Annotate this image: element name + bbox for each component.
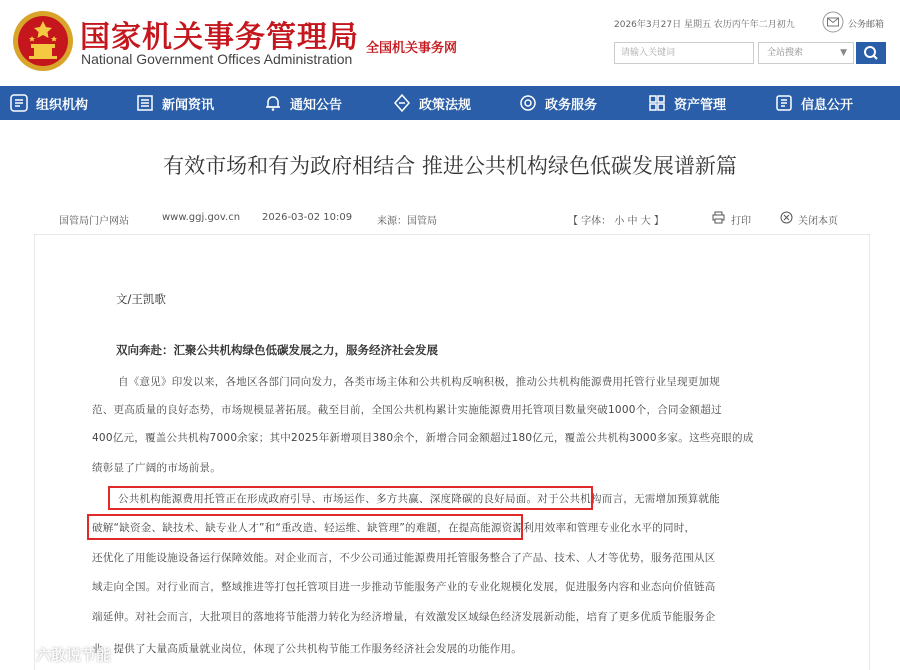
paragraph-line: 业，提供了大量高质量就业岗位，体现了公共机构节能工作服务经济社会发展的功能作用。 xyxy=(92,643,522,655)
bell-icon xyxy=(264,94,282,112)
article-author: 文/王凯歌 xyxy=(116,292,166,306)
nav-item-policy[interactable] xyxy=(393,86,471,120)
date-display: 2026年3月27日 星期五 农历丙午年二月初九 xyxy=(614,20,795,30)
nav-item-notice[interactable] xyxy=(264,86,342,120)
search-button[interactable] xyxy=(856,42,886,64)
nav-label: 资产管理 xyxy=(674,97,727,113)
paragraph-line: 公共机构能源费用托管正在形成政府引导、市场运作、多方共赢、深度降碳的良好局面。对于公共机构而言，无需增加预算就能 xyxy=(118,493,720,505)
close-page-button[interactable]: 关闭本页 xyxy=(798,216,838,227)
paragraph-line: 域走向全国。对行业而言，整域推进等打包托管项目进一步推动节能服务产业的专业化规模化发展，促进服务内容和业态向价值链高 xyxy=(92,581,716,593)
print-icon xyxy=(712,211,725,224)
search-scope-value: 全站搜索 xyxy=(767,48,804,58)
site-header xyxy=(0,0,900,86)
paragraph-line: 400亿元，覆盖公共机构7000余家；其中2025年新增项目380余个，新增合同金额超过180亿元，覆盖公共机构3000多家。这些亮眼的成 xyxy=(92,432,754,444)
nav-item-org[interactable] xyxy=(10,86,88,120)
paragraph-line: 端延伸。对社会而言，大批项目的落地将节能潜力转化为经济增量，有效激发区域绿色经济发展新动能，培育了更多优质节能服务企 xyxy=(92,611,716,623)
nav-label: 组织机构 xyxy=(36,97,89,113)
org-icon xyxy=(10,94,28,112)
paragraph-line: 范、更高质量的良好态势，市场规模显著拓展。截至目前，全国公共机构累计实施能源费用托管项目数量突破1000个，合同金额超过 xyxy=(92,404,722,416)
nav-label: 政策法规 xyxy=(419,97,472,113)
info-icon xyxy=(775,94,793,112)
print-button[interactable]: 打印 xyxy=(731,216,751,227)
meta-site-name: 国管局门户网站 xyxy=(59,216,129,227)
search-scope-select[interactable] xyxy=(758,42,854,64)
search-input[interactable] xyxy=(614,42,754,64)
paragraph-line: 自《意见》印发以来，各地区各部门同向发力，各类市场主体和公共机构反响积极，推动公共机构能源费用托管行业呈现更加规 xyxy=(118,376,720,388)
nav-label: 通知公告 xyxy=(290,97,343,113)
site-title-english[interactable]: National Government Offices Administration xyxy=(81,51,353,67)
close-icon xyxy=(780,211,793,224)
meta-datetime: 2026-03-02 10:09 xyxy=(262,212,353,223)
article-subheading: 双向奔赴：汇聚公共机构绿色低碳发展之力，服务经济社会发展 xyxy=(116,343,438,357)
national-emblem-icon[interactable] xyxy=(12,10,74,72)
nav-label: 新闻资讯 xyxy=(162,97,215,113)
nav-item-service[interactable] xyxy=(519,86,597,120)
nav-label: 政务服务 xyxy=(545,97,598,113)
nav-item-asset[interactable] xyxy=(648,86,726,120)
site-title[interactable]: 国家机关事务管理局 xyxy=(80,20,359,55)
main-nav xyxy=(0,86,900,120)
site-subtitle[interactable]: 全国机关事务网 xyxy=(366,41,458,56)
paragraph-line: 还优化了用能设施设备运行保障效能。对企业而言，不少公司通过能源费用托管服务整合了产品、技术、人才等优势，服务范围从区 xyxy=(92,552,716,564)
nav-label: 信息公开 xyxy=(801,97,854,113)
highlight-box xyxy=(87,514,523,540)
mail-link[interactable]: 公务邮箱 xyxy=(848,20,885,30)
nav-item-info[interactable] xyxy=(775,86,853,120)
chevron-down-icon: ▼ xyxy=(840,48,847,58)
chat-bubble-icon xyxy=(8,641,34,667)
meta-domain: www.ggj.gov.cn xyxy=(162,212,241,223)
watermark xyxy=(8,641,111,667)
search-icon xyxy=(856,42,886,64)
highlight-box xyxy=(108,486,593,510)
mail-icon[interactable] xyxy=(822,11,844,33)
paragraph-line: 绩彰显了广阔的市场前景。 xyxy=(92,462,221,474)
paragraph-line: 破解“缺资金、缺技术、缺专业人才”和“重改造、轻运维、缺管理”的难题，在提高能源资源利用效率和管理专业化水平的同时， xyxy=(92,522,696,534)
font-size-control[interactable]: 【 字体： 小 中 大 】 xyxy=(568,216,664,227)
policy-icon xyxy=(393,94,411,112)
article-title: 有效市场和有为政府相结合 推进公共机构绿色低碳发展谱新篇 xyxy=(163,154,737,178)
watermark-text: 六敢说节能 xyxy=(36,645,112,664)
news-icon xyxy=(136,94,154,112)
meta-source: 来源：国管局 xyxy=(377,216,437,227)
nav-item-news[interactable] xyxy=(136,86,214,120)
service-icon xyxy=(519,94,537,112)
asset-icon xyxy=(648,94,666,112)
